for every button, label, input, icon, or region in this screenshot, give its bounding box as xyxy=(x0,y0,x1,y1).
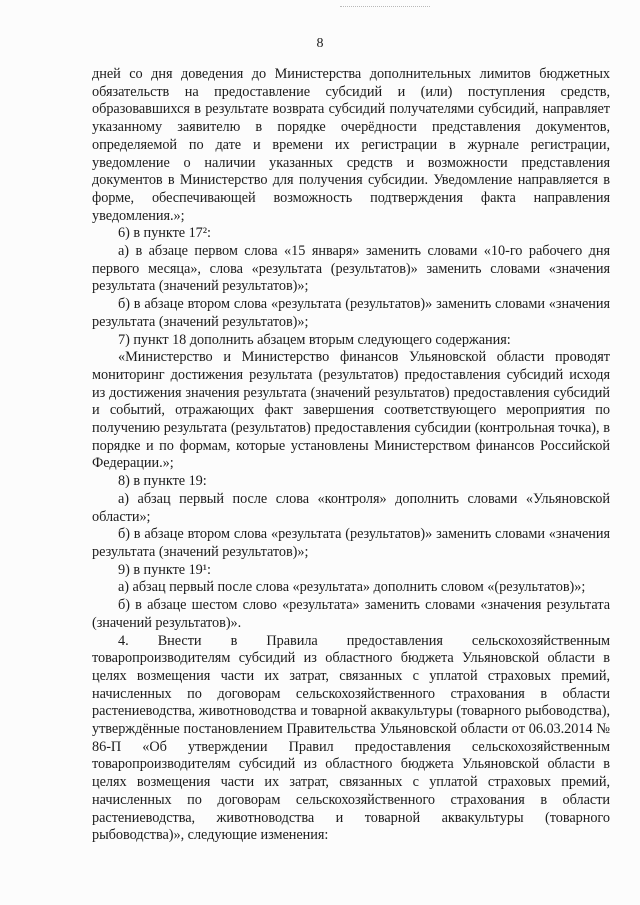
paragraph-item-6: 6) в пункте 17²: xyxy=(118,225,211,242)
paragraph-quote-monitoring: «Министерство и Министерство финансов Ульяновской области проводят мониторинг достижения результата (результатов) предоставления субсидий исходя из достижения значения результата (значений результатов) предоставления субсидий и событий, отражающих факт завершения соответствующего мероприятия по получению результата (результатов) предоставления субсидии (контрольная точка), в порядке и по формам, которые установлены Министерством финансов Российской Федерации.»; xyxy=(92,349,610,472)
paragraph-section-4: 4. Внести в Правила предоставления сельскохозяйственным товаропроизводителям субсидий из областного бюджета Ульяновской области в целях возмещения части их затрат, связанных с уплатой страховых премий, начисленных по договорам сельскохозяйственного страхования в области растениеводства, животноводства и товарной аквакультуры (товарного рыбоводства), утверждённые постановлением Правительства Ульяновской области от 06.03.2014 № 86-П «Об утверждении Правил предоставления сельскохозяйственным товаропроизводителям субсидий из областного бюджета Ульяновской области в целях возмещения части их затрат, связанных с уплатой страховых премий, начисленных по договорам сельскохозяйственного страхования в области растениеводства, животноводства и товарной аквакультуры (товарного рыбоводства)», следующие изменения: xyxy=(92,632,610,844)
paragraph-item-7: 7) пункт 18 дополнить абзацем вторым следующего содержания: xyxy=(118,331,511,348)
paragraph-item-8: 8) в пункте 19: xyxy=(118,473,207,490)
scan-marks xyxy=(340,6,430,13)
paragraph-item-8b: б) в абзаце втором слова «результата (результатов)» заменить словами «значения результата (значений результатов)»; xyxy=(92,526,610,560)
paragraph-item-6b: б) в абзаце втором слова «результата (результатов)» заменить словами «значения результата (значений результатов)»; xyxy=(92,296,610,330)
page-number: 8 xyxy=(316,36,324,51)
paragraph-item-9b: б) в абзаце шестом слово «результата» заменить словами «значения результата (значений результатов)». xyxy=(92,597,610,631)
paragraph-item-9a: а) абзац первый после слова «результата» дополнить словом «(результатов)»; xyxy=(118,579,586,596)
paragraph-continuation: дней со дня доведения до Министерства дополнительных лимитов бюджетных обязательств на предоставление субсидий и (или) поступления средств, образовавшихся в результате возврата субсидий получателями субсидий, направляет указанному заявителю в порядке очерёдности представления документов, определяемой по дате и времени их регистрации в журнале регистрации, уведомление о наличии указанных средств и возможности представления документов в Министерство для получения субсидии. Уведомление направляется в форме, обеспечивающей возможность подтверждения факта направления уведомления.»; xyxy=(92,66,610,224)
paragraph-item-8a: а) абзац первый после слова «контроля» дополнить словами «Ульяновской области»; xyxy=(92,490,610,525)
document-body xyxy=(92,66,610,845)
paragraph-item-9: 9) в пункте 19¹: xyxy=(118,561,211,578)
paragraph-item-6a: а) в абзаце первом слова «15 января» заменить словами «10-го рабочего дня первого месяца», слова «результата (результатов)» заменить словами «значения результата (значений результатов)»; xyxy=(92,243,610,295)
